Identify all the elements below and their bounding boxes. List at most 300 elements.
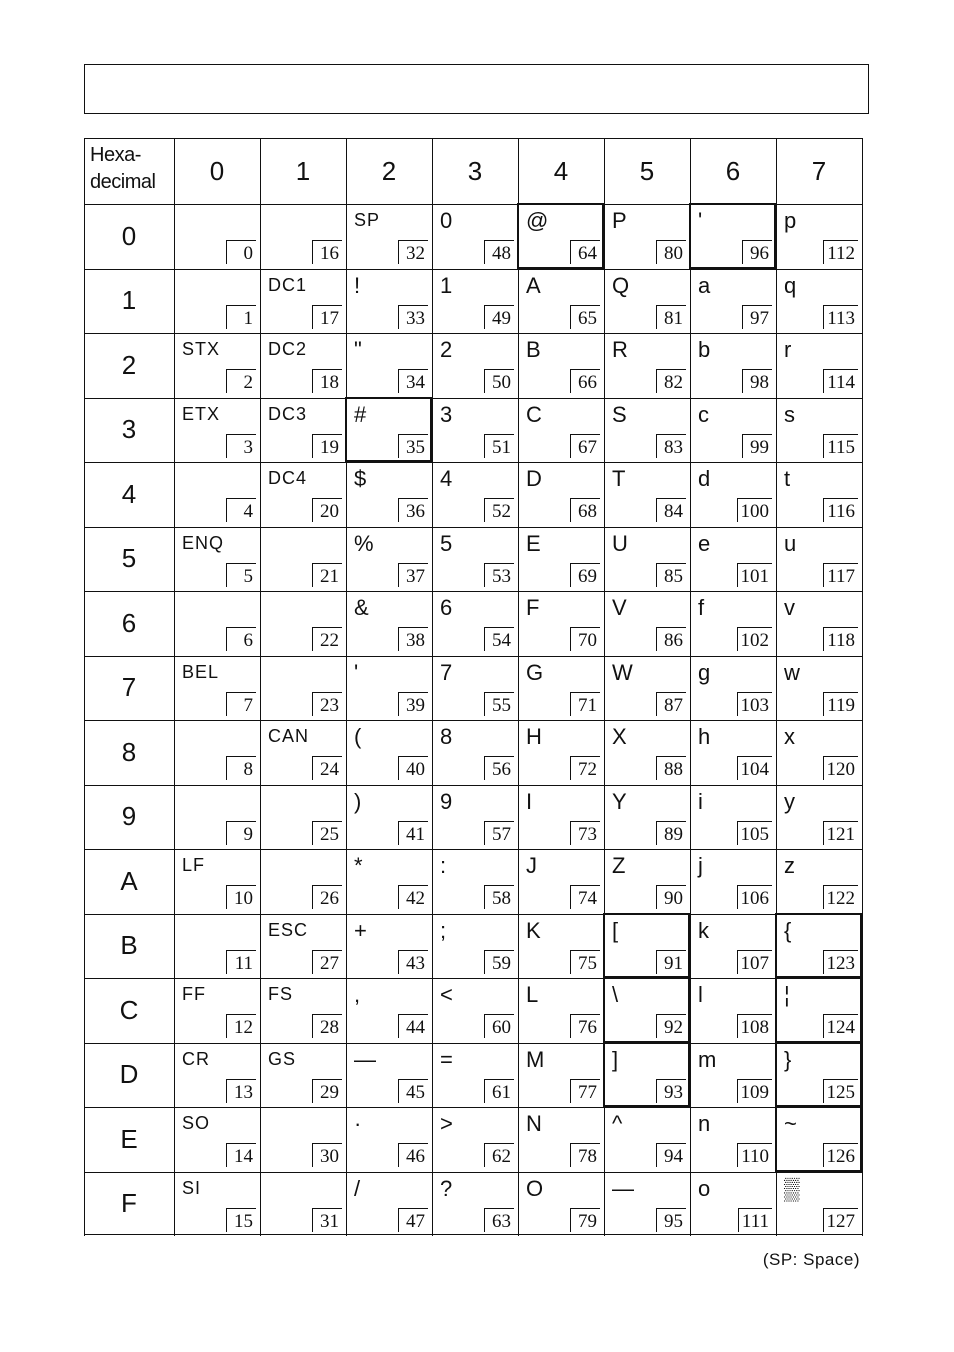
decimal-code-box: 98 (742, 369, 772, 393)
character-glyph: { (784, 917, 792, 943)
character-glyph: T (612, 466, 626, 491)
code-cell-32 (346, 204, 432, 268)
character-glyph: FS (268, 984, 294, 1004)
decimal-code-box: 43 (398, 950, 428, 974)
decimal-code-box: 3 (226, 434, 256, 458)
code-cell-100 (690, 462, 776, 526)
decimal-code-box: 91 (656, 950, 686, 974)
code-cell-81 (604, 269, 690, 333)
row-header-A: A (120, 865, 138, 896)
decimal-code-box: 120 (823, 756, 859, 780)
character-glyph: L (526, 982, 539, 1007)
code-cell-23 (260, 656, 346, 720)
row-header-D: D (119, 1059, 139, 1090)
decimal-code-box: 84 (656, 498, 686, 522)
code-cell-121 (776, 785, 862, 849)
code-cell-44 (346, 978, 432, 1042)
code-cell-30 (260, 1107, 346, 1171)
character-glyph: X (612, 724, 627, 749)
character-glyph: o (698, 1175, 711, 1201)
character-glyph: Q (612, 272, 630, 298)
code-cell-18 (260, 333, 346, 397)
decimal-code-box: 78 (570, 1143, 600, 1167)
character-glyph: K (526, 917, 541, 943)
character-glyph: ' (354, 659, 359, 685)
code-cell-60 (432, 978, 518, 1042)
decimal-code-box: 6 (226, 627, 256, 651)
character-glyph: " (354, 337, 362, 362)
decimal-code-box: 55 (484, 692, 514, 716)
character-glyph: s (784, 401, 795, 427)
decimal-code-box: 106 (737, 885, 773, 909)
character-glyph: m (698, 1046, 717, 1072)
character-glyph: STX (182, 339, 221, 359)
decimal-code-box: 114 (823, 369, 858, 393)
decimal-code-box: 96 (742, 240, 772, 264)
character-glyph: CAN (268, 726, 310, 746)
code-cell-37 (346, 527, 432, 591)
column-header-0: 0 (209, 155, 225, 186)
decimal-code-box: 111 (738, 1208, 772, 1232)
character-glyph: } (784, 1046, 792, 1072)
character-glyph: J (526, 853, 537, 878)
code-cell-101 (690, 527, 776, 591)
code-cell-113 (776, 269, 862, 333)
highlight-frame (775, 1042, 862, 1108)
character-glyph: 0 (440, 208, 453, 233)
code-cell-17 (260, 269, 346, 333)
character-glyph: N (526, 1111, 542, 1136)
decimal-code-box: 69 (570, 563, 600, 587)
character-glyph: i (698, 788, 703, 814)
character-glyph: e (698, 530, 711, 556)
decimal-code-box: 126 (823, 1143, 859, 1167)
row-header-E: E (120, 1123, 138, 1154)
highlight-frame (603, 913, 690, 979)
character-glyph: n (698, 1111, 711, 1136)
decimal-code-box: 73 (570, 821, 600, 845)
decimal-code-box: 79 (570, 1208, 600, 1232)
code-cell-120 (776, 720, 862, 784)
decimal-code-box: 112 (823, 240, 858, 264)
character-glyph: DC3 (268, 403, 308, 424)
decimal-code-box: 117 (823, 563, 858, 587)
row-header-2: 2 (121, 349, 137, 380)
decimal-code-box: 31 (312, 1208, 342, 1232)
decimal-code-box: 116 (823, 498, 858, 522)
decimal-code-box: 70 (570, 627, 600, 651)
code-cell-61 (432, 1043, 518, 1107)
decimal-code-box: 4 (226, 498, 256, 522)
code-cell-36 (346, 462, 432, 526)
code-cell-88 (604, 720, 690, 784)
character-glyph: ETX (182, 403, 221, 424)
code-cell-90 (604, 849, 690, 913)
code-cell-15 (174, 1172, 260, 1236)
decimal-code-box: 82 (656, 369, 686, 393)
character-glyph: 7 (440, 659, 453, 685)
code-cell-62 (432, 1107, 518, 1171)
decimal-code-box: 47 (398, 1208, 428, 1232)
character-glyph: DC1 (268, 274, 308, 295)
code-cell-78 (518, 1107, 604, 1171)
character-glyph: w (784, 659, 800, 685)
code-cell-80 (604, 204, 690, 268)
decimal-code-box: 127 (823, 1208, 859, 1232)
decimal-code-box: 118 (823, 627, 858, 651)
decimal-code-box: 8 (226, 756, 256, 780)
character-glyph: ) (354, 788, 362, 814)
decimal-code-box: 66 (570, 369, 600, 393)
decimal-code-box: 42 (398, 885, 428, 909)
character-glyph: ] (612, 1046, 619, 1072)
character-glyph: z (784, 853, 795, 878)
decimal-code-box: 5 (226, 563, 256, 587)
character-glyph: j (698, 853, 703, 878)
character-glyph: d (698, 466, 711, 491)
decimal-code-box: 87 (656, 692, 686, 716)
code-cell-83 (604, 398, 690, 462)
character-glyph: t (784, 466, 791, 491)
code-cell-47 (346, 1172, 432, 1236)
decimal-code-box: 1 (226, 305, 256, 329)
highlight-frame (775, 913, 862, 979)
decimal-code-box: 71 (570, 692, 600, 716)
character-glyph: Y (612, 788, 627, 814)
decimal-code-box: 36 (398, 498, 428, 522)
code-cell-10 (174, 849, 260, 913)
code-cell-22 (260, 591, 346, 655)
decimal-code-box: 46 (398, 1143, 428, 1167)
decimal-code-box: 113 (823, 305, 858, 329)
decimal-code-box: 97 (742, 305, 772, 329)
code-cell-86 (604, 591, 690, 655)
decimal-code-box: 89 (656, 821, 686, 845)
decimal-code-box: 60 (484, 1014, 514, 1038)
character-glyph: GS (268, 1048, 297, 1069)
code-cell-46 (346, 1107, 432, 1171)
code-cell-31 (260, 1172, 346, 1236)
footnote: (SP: Space) (762, 1250, 860, 1269)
decimal-code-box: 75 (570, 950, 600, 974)
character-glyph: c (698, 401, 709, 427)
code-cell-50 (432, 333, 518, 397)
decimal-code-box: 10 (226, 885, 256, 909)
row-header-9: 9 (121, 801, 137, 832)
code-cell-65 (518, 269, 604, 333)
character-glyph: U (612, 530, 628, 556)
character-glyph: g (698, 659, 711, 685)
character-glyph: D (526, 466, 542, 491)
highlight-frame (775, 977, 862, 1043)
character-glyph: / (354, 1175, 361, 1201)
code-cell-69 (518, 527, 604, 591)
code-cell-26 (260, 849, 346, 913)
code-cell-115 (776, 398, 862, 462)
character-glyph: E (526, 530, 541, 556)
character-glyph: SI (182, 1177, 202, 1198)
decimal-code-box: 28 (312, 1014, 342, 1038)
character-glyph: f (698, 595, 705, 620)
character-glyph: x (784, 724, 795, 749)
decimal-code-box: 101 (737, 563, 773, 587)
character-glyph: FF (182, 984, 206, 1004)
code-cell-48 (432, 204, 518, 268)
highlight-frame (603, 977, 690, 1043)
code-cell-38 (346, 591, 432, 655)
character-glyph: A (526, 272, 541, 298)
decimal-code-box: 51 (484, 434, 514, 458)
decimal-code-box: 13 (226, 1079, 256, 1103)
character-glyph: 4 (440, 466, 453, 491)
decimal-code-box: 50 (484, 369, 514, 393)
decimal-code-box: 21 (312, 563, 342, 587)
code-cell-74 (518, 849, 604, 913)
row-header-7: 7 (121, 672, 137, 703)
code-cell-53 (432, 527, 518, 591)
character-glyph: Z (612, 853, 626, 878)
code-cell-57 (432, 785, 518, 849)
decimal-code-box: 23 (312, 692, 342, 716)
character-glyph: @ (526, 208, 549, 233)
decimal-code-box: 94 (656, 1143, 686, 1167)
code-cell-11 (174, 914, 260, 978)
code-cell-43 (346, 914, 432, 978)
row-header-0: 0 (121, 220, 137, 251)
highlight-frame (775, 1106, 862, 1172)
code-cell-33 (346, 269, 432, 333)
code-cell-119 (776, 656, 862, 720)
character-glyph: F (526, 595, 540, 620)
decimal-code-box: 88 (656, 756, 686, 780)
row-header-4: 4 (121, 478, 137, 509)
decimal-code-box: 52 (484, 498, 514, 522)
character-glyph: S (612, 401, 627, 427)
character-glyph: ENQ (182, 532, 225, 553)
code-cell-24 (260, 720, 346, 784)
code-cell-9 (174, 785, 260, 849)
code-cell-2 (174, 333, 260, 397)
decimal-code-box: 34 (398, 369, 428, 393)
code-cell-106 (690, 849, 776, 913)
code-cell-25 (260, 785, 346, 849)
decimal-code-box: 90 (656, 885, 686, 909)
code-cell-58 (432, 849, 518, 913)
code-cell-27 (260, 914, 346, 978)
code-cell-85 (604, 527, 690, 591)
character-glyph: > (440, 1111, 453, 1136)
character-glyph: V (612, 595, 627, 620)
decimal-code-box: 125 (823, 1079, 859, 1103)
decimal-code-box: 27 (312, 950, 342, 974)
character-glyph: DC2 (268, 339, 308, 359)
code-cell-29 (260, 1043, 346, 1107)
character-glyph: ! (354, 272, 361, 298)
code-cell-73 (518, 785, 604, 849)
code-cell-39 (346, 656, 432, 720)
character-glyph: — (354, 1046, 376, 1072)
code-cell-20 (260, 462, 346, 526)
code-cell-42 (346, 849, 432, 913)
code-cell-105 (690, 785, 776, 849)
decimal-code-box: 76 (570, 1014, 600, 1038)
decimal-code-box: 20 (312, 498, 342, 522)
code-cell-41 (346, 785, 432, 849)
character-glyph: · (354, 1111, 362, 1136)
character-glyph: : (440, 853, 447, 878)
character-glyph: BEL (182, 661, 220, 682)
character-glyph: ; (440, 917, 447, 943)
code-cell-28 (260, 978, 346, 1042)
character-glyph: [ (612, 917, 619, 943)
character-glyph: r (784, 337, 792, 362)
decimal-code-box: 65 (570, 305, 600, 329)
code-cell-110 (690, 1107, 776, 1171)
decimal-code-box: 37 (398, 563, 428, 587)
character-glyph: ' (698, 208, 703, 233)
decimal-code-box: 115 (823, 434, 858, 458)
character-glyph: ( (354, 724, 362, 749)
character-glyph: \ (612, 982, 619, 1007)
character-glyph: R (612, 337, 628, 362)
decimal-code-box: 29 (312, 1079, 342, 1103)
decimal-code-box: 108 (737, 1014, 773, 1038)
character-glyph: ¦ (784, 982, 790, 1007)
character-glyph: b (698, 337, 711, 362)
column-header-7: 7 (811, 155, 827, 186)
decimal-code-box: 16 (312, 240, 342, 264)
decimal-code-box: 103 (737, 692, 773, 716)
decimal-code-box: 81 (656, 305, 686, 329)
decimal-code-box: 67 (570, 434, 600, 458)
code-cell-70 (518, 591, 604, 655)
code-cell-75 (518, 914, 604, 978)
decimal-code-box: 72 (570, 756, 600, 780)
decimal-code-box: 26 (312, 885, 342, 909)
decimal-code-box: 122 (823, 885, 859, 909)
row-header-8: 8 (121, 736, 137, 767)
code-cell-40 (346, 720, 432, 784)
row-header-B: B (120, 930, 138, 961)
highlight-frame (345, 397, 432, 463)
decimal-code-box: 15 (226, 1208, 256, 1232)
character-glyph: H (526, 724, 542, 749)
character-glyph: DC4 (268, 468, 308, 488)
decimal-code-box: 54 (484, 627, 514, 651)
character-glyph: a (698, 272, 711, 298)
code-cell-82 (604, 333, 690, 397)
code-cell-103 (690, 656, 776, 720)
character-glyph: W (612, 659, 633, 685)
character-glyph: 9 (440, 788, 453, 814)
code-cell-21 (260, 527, 346, 591)
decimal-code-box: 124 (823, 1014, 859, 1038)
code-cell-4 (174, 462, 260, 526)
code-cell-13 (174, 1043, 260, 1107)
decimal-code-box: 48 (484, 240, 514, 264)
decimal-code-box: 59 (484, 950, 514, 974)
character-glyph: % (354, 530, 374, 556)
decimal-code-box: 92 (656, 1014, 686, 1038)
decimal-code-box: 44 (398, 1014, 428, 1038)
character-glyph: ESC (268, 919, 309, 940)
character-code-table (84, 138, 862, 1236)
code-cell-19 (260, 398, 346, 462)
character-glyph: & (354, 595, 369, 620)
decimal-code-box: 40 (398, 756, 428, 780)
character-glyph: ▒ (784, 1175, 800, 1201)
code-cell-34 (346, 333, 432, 397)
code-cell-0 (174, 204, 260, 268)
decimal-code-box: 68 (570, 498, 600, 522)
character-glyph: B (526, 337, 541, 362)
decimal-code-box: 93 (656, 1079, 686, 1103)
code-cell-114 (776, 333, 862, 397)
character-glyph: I (526, 788, 533, 814)
decimal-code-box: 32 (398, 240, 428, 264)
row-header-C: C (119, 994, 139, 1025)
code-cell-14 (174, 1107, 260, 1171)
code-cell-54 (432, 591, 518, 655)
decimal-code-box: 41 (398, 821, 428, 845)
column-header-4: 4 (553, 155, 569, 186)
code-cell-89 (604, 785, 690, 849)
code-cell-118 (776, 591, 862, 655)
decimal-code-box: 58 (484, 885, 514, 909)
code-cell-109 (690, 1043, 776, 1107)
code-cell-45 (346, 1043, 432, 1107)
code-cell-49 (432, 269, 518, 333)
character-glyph: # (354, 401, 367, 427)
character-glyph: 8 (440, 724, 453, 749)
code-cell-116 (776, 462, 862, 526)
decimal-code-box: 74 (570, 885, 600, 909)
code-cell-5 (174, 527, 260, 591)
character-glyph: ^ (612, 1111, 623, 1136)
character-glyph: 1 (440, 272, 453, 298)
decimal-code-box: 24 (312, 756, 342, 780)
grid-vline (862, 138, 863, 1236)
character-glyph: 6 (440, 595, 453, 620)
decimal-code-box: 63 (484, 1208, 514, 1232)
code-cell-66 (518, 333, 604, 397)
decimal-code-box: 80 (656, 240, 686, 264)
code-cell-107 (690, 914, 776, 978)
decimal-code-box: 61 (484, 1079, 514, 1103)
character-glyph: SP (354, 210, 381, 230)
decimal-code-box: 57 (484, 821, 514, 845)
decimal-code-box: 121 (823, 821, 859, 845)
decimal-code-box: 105 (737, 821, 773, 845)
character-glyph: h (698, 724, 711, 749)
code-cell-16 (260, 204, 346, 268)
code-cell-76 (518, 978, 604, 1042)
code-cell-63 (432, 1172, 518, 1236)
hex-label-line2: decimal (90, 171, 156, 193)
column-header-2: 2 (381, 155, 397, 186)
decimal-code-box: 77 (570, 1079, 600, 1103)
decimal-code-box: 18 (312, 369, 342, 393)
column-header-5: 5 (639, 155, 655, 186)
hex-label-line1: Hexa- (90, 144, 141, 166)
row-header-6: 6 (121, 607, 137, 638)
highlight-frame (689, 203, 776, 269)
character-glyph: $ (354, 466, 367, 491)
code-cell-79 (518, 1172, 604, 1236)
character-glyph: CR (182, 1048, 210, 1069)
decimal-code-box: 104 (737, 756, 773, 780)
code-cell-71 (518, 656, 604, 720)
